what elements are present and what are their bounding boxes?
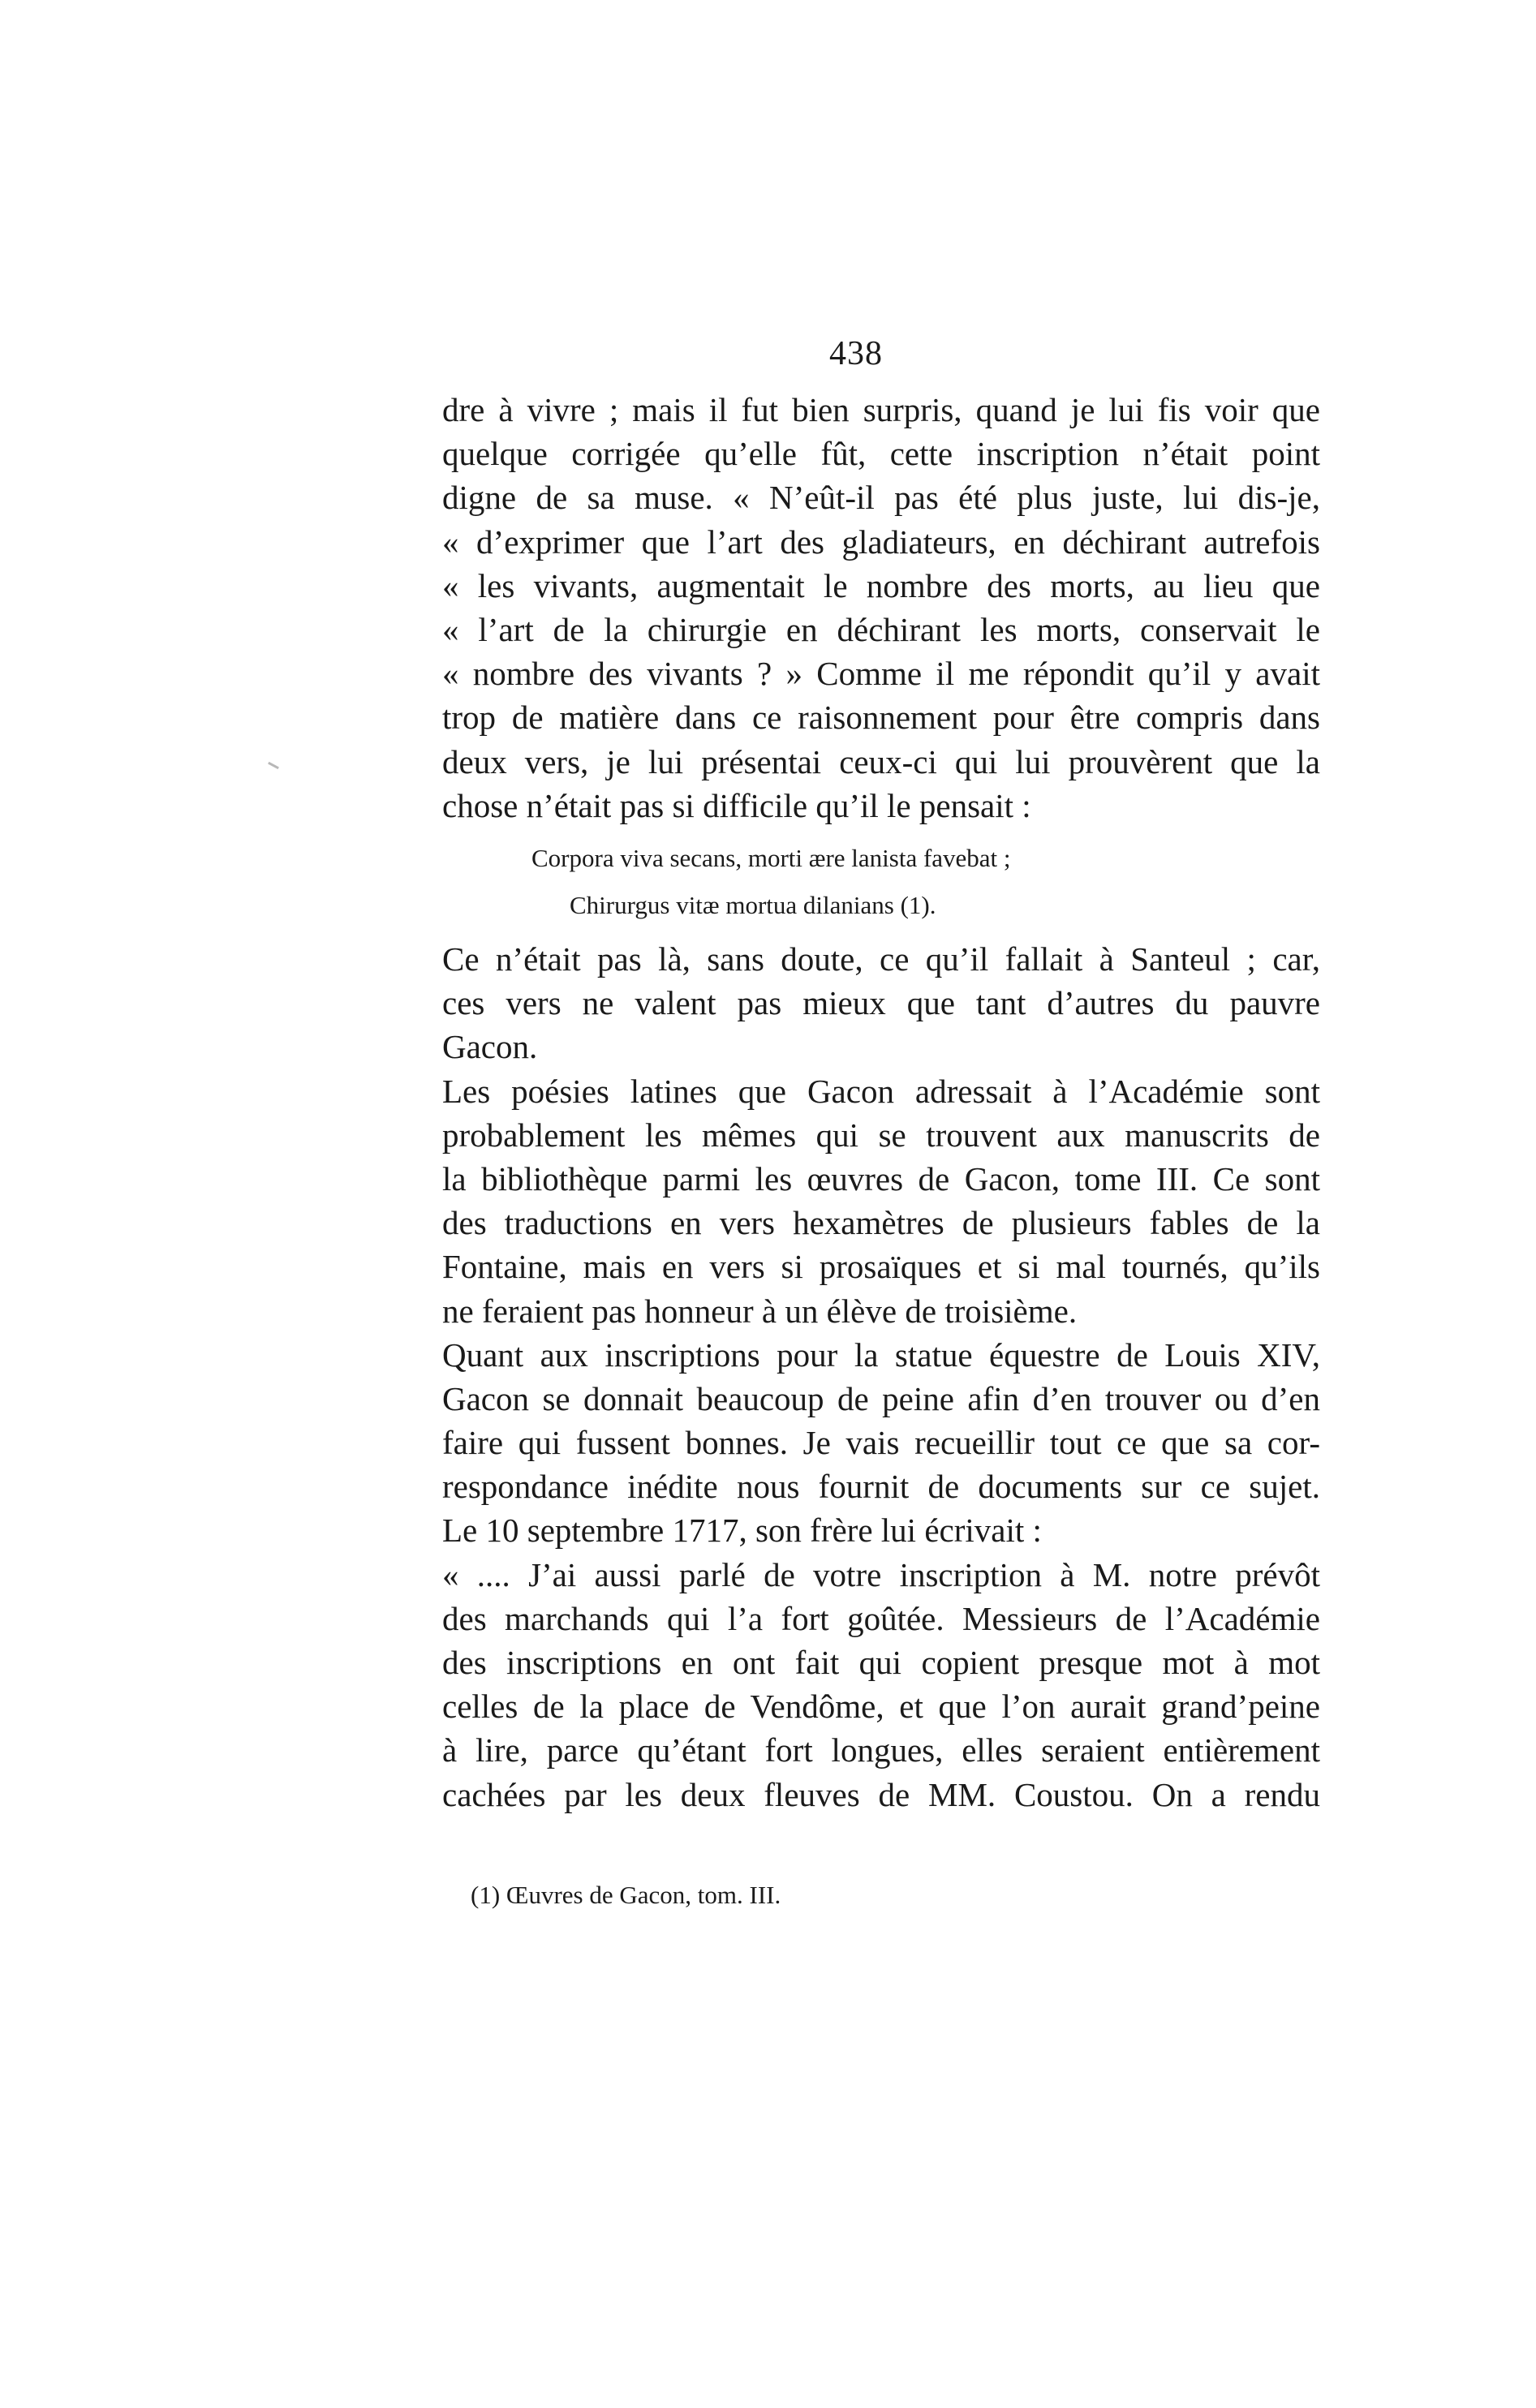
text-line: Fontaine, mais en vers si prosaïques et si mal tournés, qu’ils <box>442 1248 1320 1286</box>
footnote: (1) Œuvres de Gacon, tom. III. <box>471 1881 781 1909</box>
text-line: ne feraient pas honneur à un élève de troisième. <box>442 1292 1078 1330</box>
page-number: 438 <box>829 335 883 372</box>
text-line: des traductions en vers hexamètres de plusieurs fables de la <box>442 1204 1320 1242</box>
text-line: « les vivants, augmentait le nombre des morts, au lieu que <box>442 566 1320 604</box>
text-line: « l’art de la chirurgie en déchirant les morts, conservait le <box>442 610 1320 648</box>
text-line: respondance inédite nous fournit de documents sur ce sujet. <box>442 1468 1320 1506</box>
text-line: Ce n’était pas là, sans doute, ce qu’il fallait à Santeul ; car, <box>442 940 1320 978</box>
text-line: dre à vivre ; mais il fut bien surpris, quand je lui fis voir que <box>442 391 1320 428</box>
text-line: chose n’était pas si difficile qu’il le pensait : <box>442 786 1031 824</box>
text-line: ces vers ne valent pas mieux que tant d’autres du pauvre <box>442 984 1320 1022</box>
latin-verse-line: Chirurgus vitæ mortua dilanians (1). <box>570 891 936 919</box>
latin-verse-line: Corpora viva secans, morti ære lanista favebat ; <box>531 844 1011 872</box>
text-line: « .... J’ai aussi parlé de votre inscription à M. notre prévôt <box>442 1555 1320 1593</box>
text-line: deux vers, je lui présentai ceux-ci qui lui prouvèrent que la <box>442 742 1320 780</box>
text-line: quelque corrigée qu’elle fût, cette inscription n’était point <box>442 435 1320 473</box>
text-line: celles de la place de Vendôme, et que l’on aurait grand’peine <box>442 1688 1320 1726</box>
text-line: Gacon se donnait beaucoup de peine afin d’en trouver ou d’en <box>442 1379 1320 1417</box>
text-line: Quant aux inscriptions pour la statue équestre de Louis XIV, <box>442 1335 1320 1374</box>
text-line: cachées par les deux fleuves de MM. Coustou. On a rendu <box>442 1775 1320 1813</box>
text-line: à lire, parce qu’étant fort longues, elles seraient entièrement <box>442 1731 1320 1769</box>
text-line: « nombre des vivants ? » Comme il me répondit qu’il y avait <box>442 655 1320 693</box>
text-line: des marchands qui l’a fort goûtée. Messieurs de l’Académie <box>442 1599 1320 1637</box>
text-line: Les poésies latines que Gacon adressait à l’Académie sont <box>442 1072 1320 1110</box>
text-line: probablement les mêmes qui se trouvent aux manuscrits de <box>442 1116 1320 1154</box>
text-line: digne de sa muse. « N’eût-il pas été plus juste, lui dis-je, <box>442 479 1320 517</box>
stray-ink-mark <box>268 762 279 769</box>
text-line: faire qui fussent bonnes. Je vais recueillir tout ce que sa cor- <box>442 1424 1320 1462</box>
body-text-bottom <box>442 937 1320 1817</box>
body-text-top <box>442 388 1320 828</box>
text-line: Gacon. <box>442 1028 538 1066</box>
text-line: « d’exprimer que l’art des gladiateurs, en déchirant autrefois <box>442 522 1320 561</box>
text-line: trop de matière dans ce raisonnement pour être compris dans <box>442 699 1320 737</box>
text-line: Le 10 septembre 1717, son frère lui écrivait : <box>442 1511 1042 1550</box>
text-line: des inscriptions en ont fait qui copient presque mot à mot <box>442 1644 1320 1681</box>
text-line: la bibliothèque parmi les œuvres de Gacon, tome III. Ce sont <box>442 1159 1320 1198</box>
